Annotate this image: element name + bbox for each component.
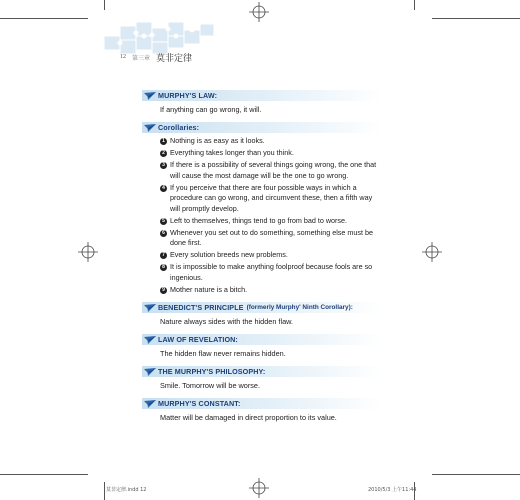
crop-mark-bottom-left-v [104, 482, 105, 500]
heading-note: (formerly Murphy' Ninth Corollary): [246, 304, 353, 311]
heading-text: THE MURPHY'S PHILOSOPHY: [158, 367, 266, 376]
crop-mark-top-right [432, 18, 520, 19]
crop-mark-bottom-left [0, 474, 88, 475]
footer-file-name: 莫非定律.indd 12 [106, 487, 147, 493]
heading-text: BENEDICT'S PRINCIPLE [158, 303, 244, 312]
numbered-circle-icon: 3 [160, 162, 167, 169]
section-heading [142, 398, 382, 409]
section-heading [142, 90, 382, 101]
list-item: 5 Left to themselves, things tend to go from bad to worse. [160, 216, 382, 227]
running-head [120, 50, 192, 64]
book-title: 莫非定律 [156, 53, 193, 64]
chapter-ornament: 第三章 [132, 54, 151, 62]
list-item: 1 Nothing is as easy as it looks. [160, 136, 382, 147]
numbered-circle-icon: 9 [160, 287, 167, 294]
section-body: If anything can go wrong, it will. [160, 105, 262, 114]
list-item: 8 It is impossible to make anything foolproof because fools are so ingenious. [160, 262, 382, 283]
crop-mark-bottom-right [432, 474, 520, 475]
crop-mark-top-left [0, 18, 88, 19]
main-content [142, 90, 382, 430]
section-murphys-philosophy [142, 366, 382, 391]
registration-mark-right [422, 242, 442, 262]
heading-text: MURPHY'S LAW: [158, 91, 218, 100]
list-item: 3 If there is a possibility of several things going wrong, the one that will cause the most damage will be the one to go wrong. [160, 160, 382, 181]
heading-text: LAW OF REVELATION: [158, 335, 238, 344]
numbered-circle-icon: 1 [160, 138, 167, 145]
heading-text: Corollaries: [158, 123, 200, 132]
section-body: Smile. Tomorrow will be worse. [160, 381, 261, 390]
list-item: 2 Everything takes longer than you think. [160, 148, 382, 159]
numbered-circle-icon: 8 [160, 264, 167, 271]
crop-mark-top-right-v [414, 0, 415, 10]
corollary-list [142, 136, 382, 295]
section-body: Matter will be damaged in direct proportion to its value. [160, 413, 337, 422]
crop-mark-top-left-v [104, 0, 105, 10]
section-body: The hidden flaw never remains hidden. [160, 349, 286, 358]
section-benedicts-principle [142, 302, 382, 327]
section-murphys-law [142, 90, 382, 115]
numbered-circle-icon: 6 [160, 230, 167, 237]
numbered-circle-icon: 2 [160, 150, 167, 157]
registration-mark-top [249, 2, 269, 22]
paper-plane-icon [142, 90, 158, 101]
section-heading [142, 302, 382, 313]
paper-plane-icon [142, 334, 158, 345]
section-heading [142, 122, 382, 133]
registration-mark-bottom [249, 478, 269, 498]
section-murphys-constant [142, 398, 382, 423]
list-item: 9 Mother nature is a bitch. [160, 285, 382, 296]
heading-text: MURPHY'S CONSTANT: [158, 399, 241, 408]
numbered-circle-icon: 5 [160, 218, 167, 225]
footer-timestamp: 2010/5/3 上午11:44 [368, 487, 417, 493]
section-law-of-revelation [142, 334, 382, 359]
list-item: 4 If you perceive that there are four possible ways in which a procedure can go wrong, and circumvent these, then a fifth way will promptly develop. [160, 183, 382, 215]
section-heading [142, 334, 382, 345]
paper-plane-icon [142, 366, 158, 377]
page-number: 12 [120, 54, 126, 60]
section-corollaries [142, 122, 382, 295]
list-item: 7 Every solution breeds new problems. [160, 250, 382, 261]
paper-plane-icon [142, 302, 158, 313]
list-item: 6 Whenever you set out to do something, something else must be done first. [160, 228, 382, 249]
section-heading [142, 366, 382, 377]
numbered-circle-icon: 4 [160, 185, 167, 192]
paper-plane-icon [142, 122, 158, 133]
registration-mark-left [78, 242, 98, 262]
numbered-circle-icon: 7 [160, 252, 167, 259]
paper-plane-icon [142, 398, 158, 409]
section-body: Nature always sides with the hidden flaw. [160, 317, 294, 326]
